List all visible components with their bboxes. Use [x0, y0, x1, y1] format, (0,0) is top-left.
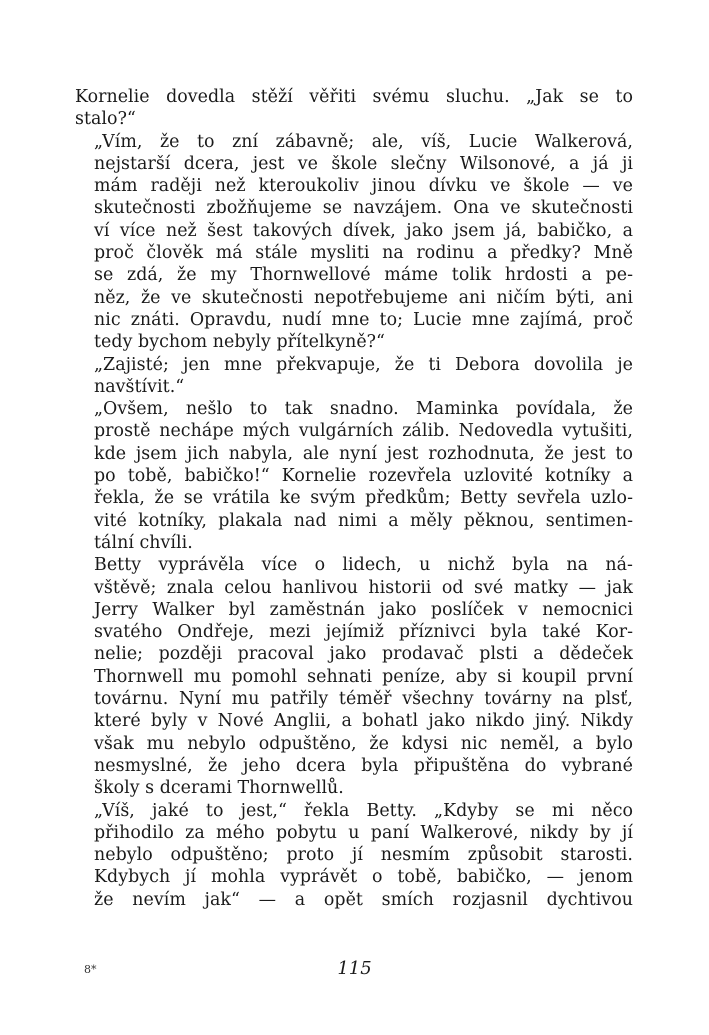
text-line: proč člověk má stále mysliti na rodinu a předky? Mně: [94, 243, 633, 264]
page-body: [75, 86, 633, 911]
text-line: vštěvě; znala celou hanlivou historii od své matky — jak: [94, 577, 633, 598]
signature-mark: 8*: [84, 963, 97, 976]
text-line: tální chvíli.: [94, 532, 193, 553]
text-line: „Ovšem, nešlo to tak snadno. Maminka povídala, že: [94, 399, 633, 420]
paragraph: [75, 554, 633, 799]
text-line: které byly v Nové Anglii, a bohatl jako nikdo jiný. Nikdy: [94, 711, 633, 732]
text-line: tedy bychom nebyly přítelkyně?“: [94, 332, 385, 353]
text-line: „Víš, jaké to jest,“ řekla Betty. „Kdyby se mi něco: [94, 800, 633, 821]
page-number: 115: [337, 958, 372, 979]
text-line: stalo?“: [75, 109, 136, 130]
paragraph: [75, 131, 633, 354]
text-line: navštívit.“: [94, 376, 185, 397]
text-line: že nevím jak“ — a opět smích rozjasnil dychtivou: [94, 889, 633, 910]
text-line: „Zajisté; jen mne překvapuje, že ti Debora dovolila je: [94, 354, 633, 375]
text-line: nic znáti. Opravdu, nudí mne to; Lucie mne zajímá, proč: [94, 309, 633, 330]
text-line: nesmyslné, že jeho dcera byla připuštěna do vybrané: [94, 755, 633, 776]
text-line: se zdá, že my Thornwellové máme tolik hrdosti a pe-: [94, 265, 633, 286]
text-line: „Vím, že to zní zábavně; ale, víš, Lucie Walkerová,: [94, 131, 633, 152]
text-line: kde jsem jich nabyla, ale nyní jest rozhodnuta, že jest to: [94, 443, 633, 464]
text-line: nebylo odpuštěno; proto jí nesmím způsobit starosti.: [94, 845, 633, 866]
text-line: prostě nechápe mých vulgárních zálib. Nedovedla vytušiti,: [94, 421, 633, 442]
text-line: Kdybych jí mohla vyprávět o tobě, babičko, — jenom: [94, 867, 633, 888]
text-line: nelie; později pracoval jako prodavač plsti a dědeček: [94, 644, 633, 665]
paragraph: [75, 86, 633, 131]
text-line: mám raději než kteroukoliv jinou dívku ve škole — ve: [94, 176, 633, 197]
text-line: přihodilo za mého pobytu u paní Walkerové, nikdy by jí: [94, 822, 633, 843]
text-line: vité kotníky, plakala nad nimi a měly pěknou, sentimen-: [94, 510, 633, 531]
paragraph: [75, 800, 633, 911]
text-line: skutečnosti zbožňujeme se navzájem. Ona ve skutečnosti: [94, 198, 633, 219]
paragraph: [75, 354, 633, 399]
text-line: školy s dcerami Thornwellů.: [94, 778, 344, 799]
text-line: svatého Ondřeje, mezi jejímiž příznivci byla také Kor-: [94, 622, 633, 643]
text-line: řekla, že se vrátila ke svým předkům; Betty sevřela uzlo-: [94, 488, 633, 509]
text-line: po tobě, babičko!“ Kornelie rozevřela uzlovité kotníky a: [94, 466, 633, 487]
text-line: Jerry Walker byl zaměstnán jako poslíček v nemocnici: [94, 599, 633, 620]
text-line: nejstarší dcera, jest ve škole slečny Wilsonové, a já ji: [94, 153, 633, 174]
text-line: však mu nebylo odpuštěno, že kdysi nic neměl, a bylo: [94, 733, 633, 754]
text-line: něz, že ve skutečnosti nepotřebujeme ani ničím býti, ani: [94, 287, 633, 308]
paragraph: [75, 398, 633, 554]
text-line: továrnu. Nyní mu patřily téměř všechny továrny na plsť,: [94, 689, 633, 710]
text-line: Betty vyprávěla více o lidech, u nichž byla na ná-: [94, 555, 633, 576]
text-line: Kornelie dovedla stěží věřiti svému sluchu. „Jak se to: [75, 87, 633, 107]
text-line: Thornwell mu pomohl sehnati peníze, aby si koupil první: [94, 666, 633, 687]
text-line: ví více než šest takových dívek, jako jsem já, babičko, a: [94, 220, 633, 241]
